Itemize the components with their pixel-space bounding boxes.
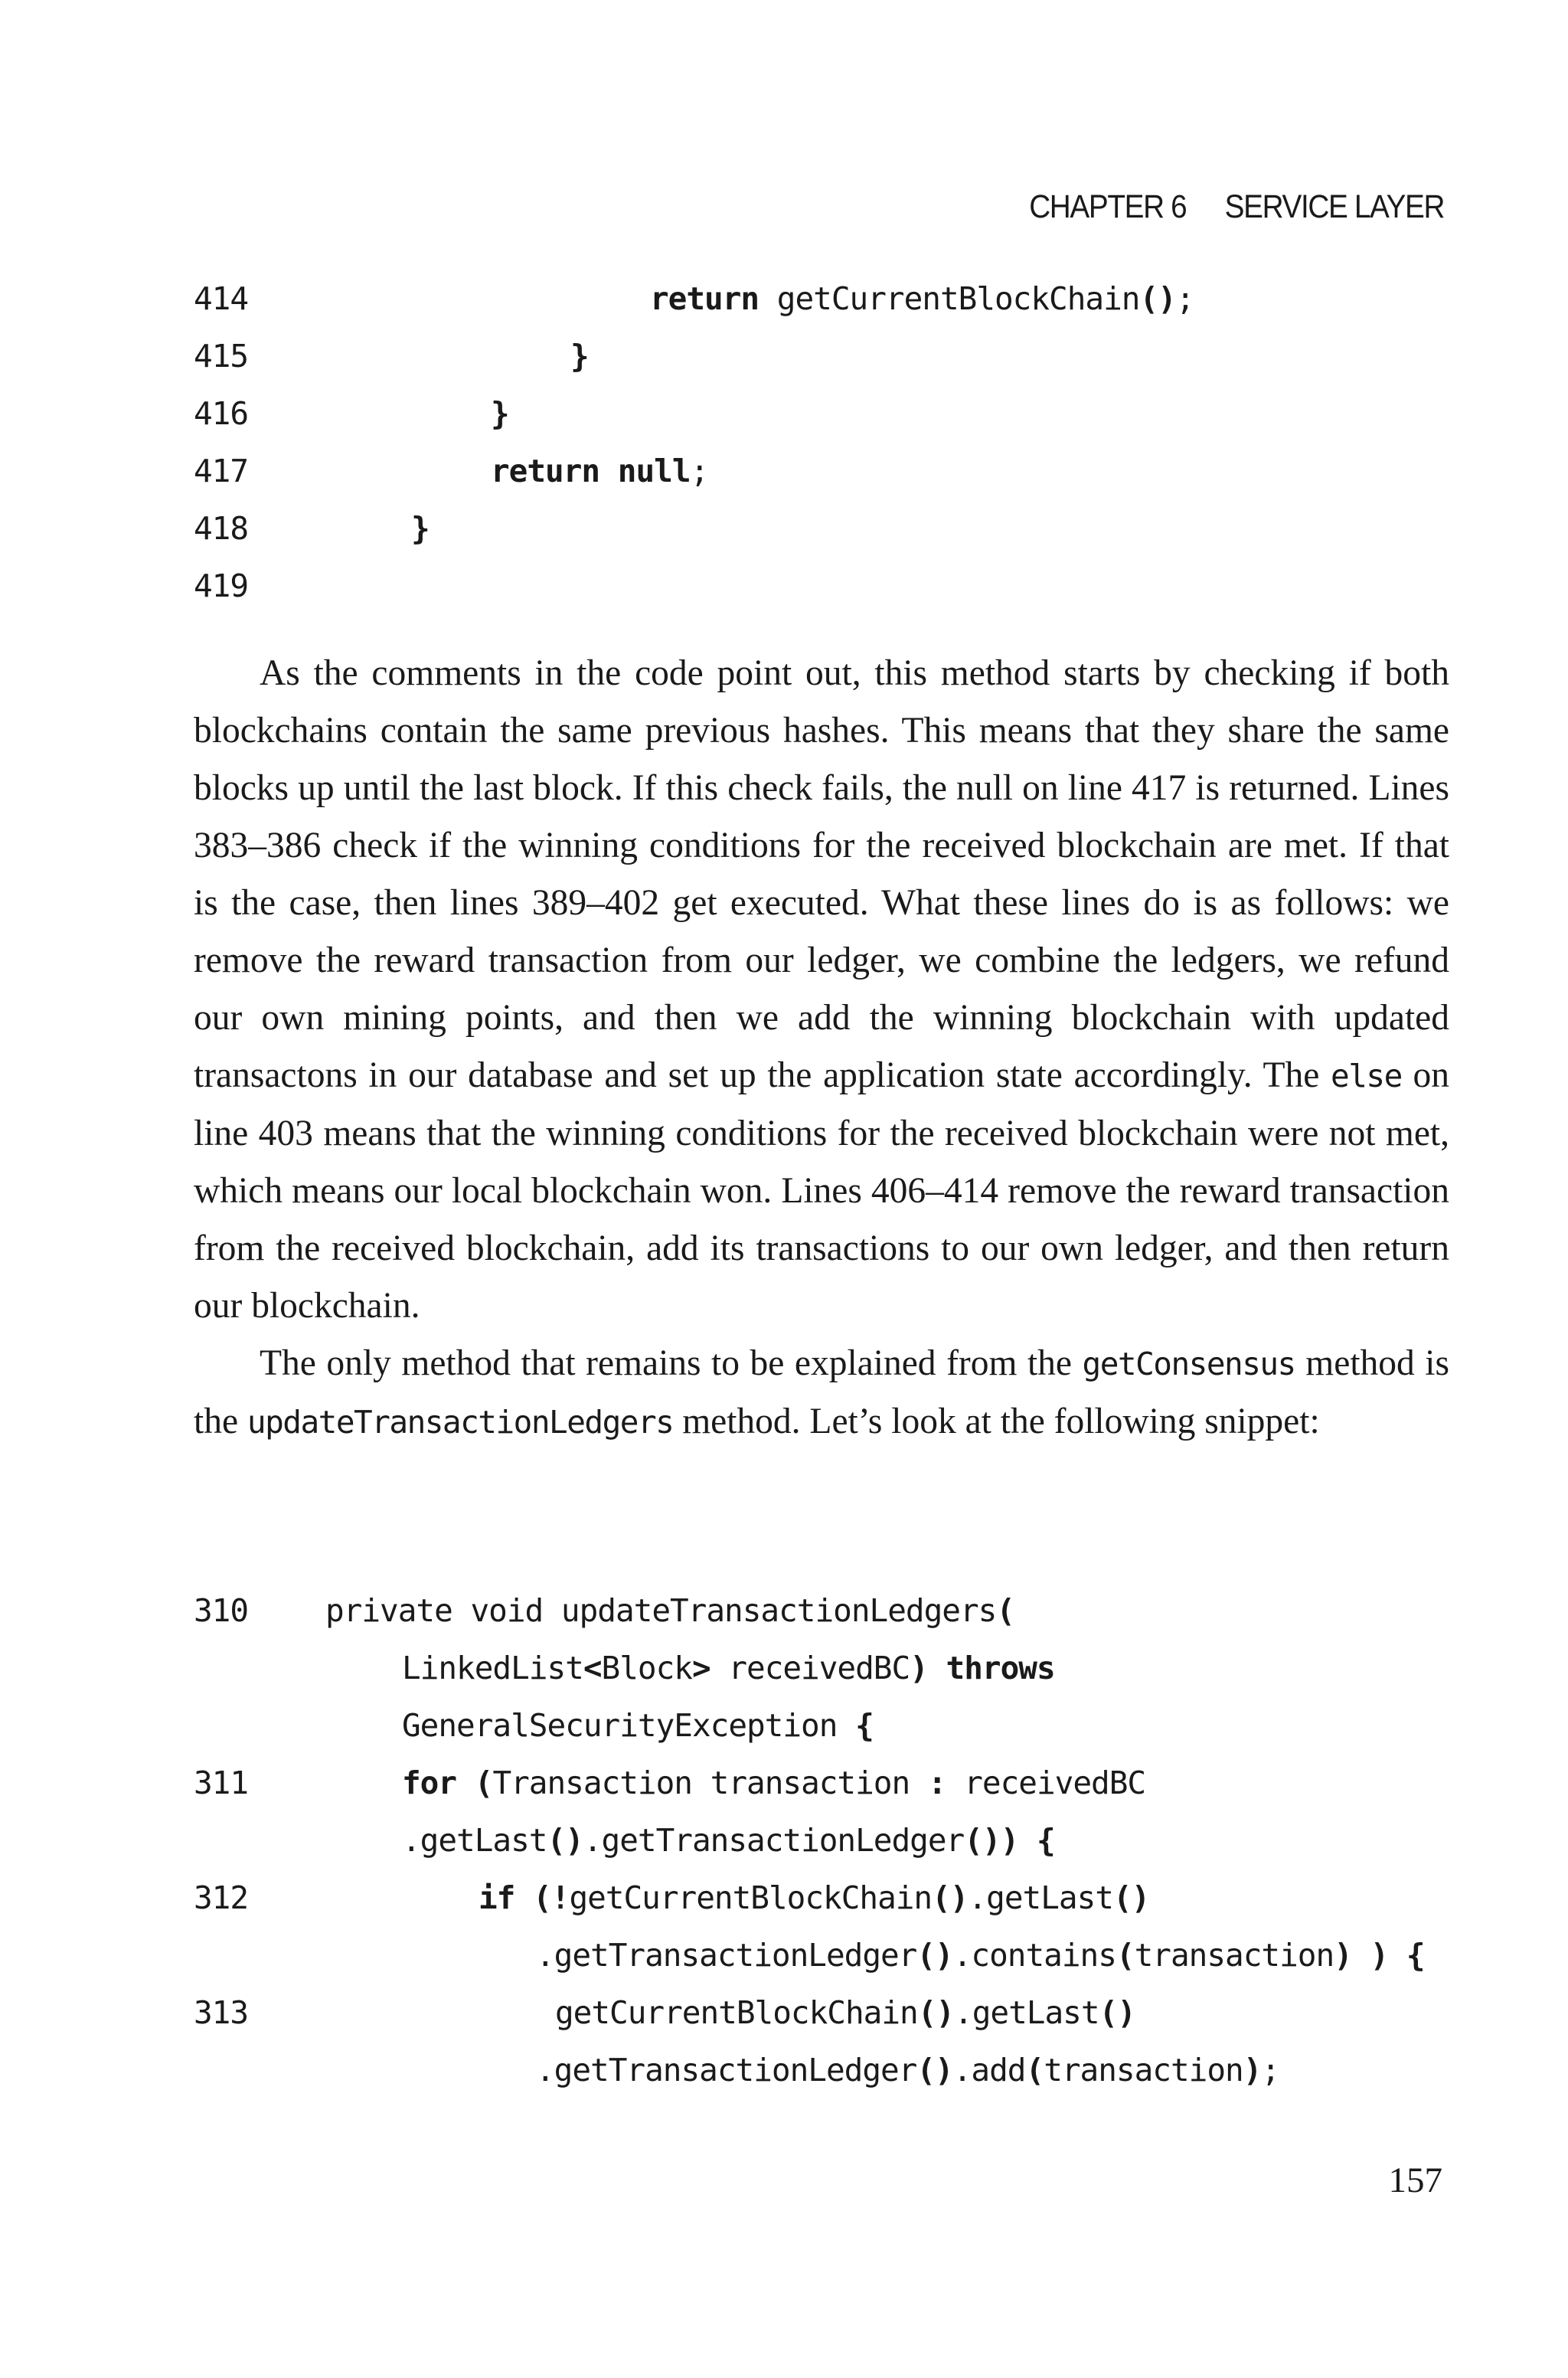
- text-run: The only method that remains to be explained from the: [260, 1343, 1083, 1383]
- code-token: .getTransactionLedger: [536, 2052, 917, 2089]
- code-keyword: throws: [946, 1650, 1055, 1686]
- code-token: ): [1243, 2052, 1262, 2089]
- code-token: [1352, 1937, 1370, 1974]
- code-token: [599, 453, 618, 489]
- code-text: [479, 1869, 1149, 1927]
- chapter-label: CHAPTER 6: [1029, 188, 1187, 225]
- code-token: LinkedList: [402, 1650, 583, 1686]
- line-number: 415: [194, 338, 249, 375]
- code-text: [402, 1697, 874, 1755]
- text-run: As the comments in the code point out, this method starts by checking if both blockchains contain the same previous hashes. This means that they share the same blocks up until the last block. If this check fails, the null on line 417 is returned. Lines 383–386 check if the winning conditions for the received blockchain are met. If that is the case, then lines 389–402 get executed. What these lines do is as follows: we remove the reward transaction from our ledger, we combine the ledgers, we refund our own mining points, and then we add the winning blockchain with updated transactons in our database and set up the application state accordingly. The: [194, 653, 1449, 1095]
- code-token: ): [1334, 1937, 1352, 1974]
- code-token: (): [1112, 1879, 1150, 1916]
- line-number: 311: [194, 1765, 249, 1801]
- code-token: [456, 1765, 475, 1801]
- code-token: (): [932, 1879, 969, 1916]
- inline-code: updateTransactionLedgers: [247, 1404, 674, 1441]
- text-run: on line 403 means that the winning conditions for the received blockchain were not met, which means our local blockchain won. Lines 406–414 remove the reward transaction from the received blockchain, add its transactions to our own ledger, and then return our blockchain.: [194, 1055, 1449, 1326]
- code-token: (): [547, 1822, 583, 1859]
- code-token: ): [910, 1650, 928, 1686]
- code-token: private void updateTransactionLedgers: [325, 1592, 997, 1629]
- code-text: [325, 1582, 1014, 1640]
- code-token: }: [491, 395, 509, 432]
- code-token: (: [1116, 1937, 1135, 1974]
- code-token: [1388, 1937, 1406, 1974]
- code-token: {: [855, 1707, 874, 1744]
- code-token: .getLast: [968, 1879, 1113, 1916]
- code-text: [555, 1984, 1135, 2042]
- code-text: [491, 443, 708, 500]
- code-token: getCurrentBlockChain: [569, 1879, 933, 1916]
- code-token: ;: [1261, 2052, 1280, 2089]
- code-keyword: return: [491, 453, 600, 489]
- code-token: transaction: [1044, 2052, 1243, 2089]
- line-number: 310: [194, 1592, 249, 1629]
- line-number: 414: [194, 280, 249, 317]
- code-token: .add: [952, 2052, 1026, 2089]
- code-token: receivedBC: [710, 1650, 910, 1686]
- code-token: receivedBC: [946, 1765, 1146, 1801]
- line-number: 417: [194, 453, 249, 489]
- code-text: [491, 385, 509, 443]
- line-number: 312: [194, 1879, 249, 1916]
- text-run: method. Let’s look at the following snippet:: [673, 1402, 1320, 1441]
- code-token: ;: [690, 453, 709, 489]
- code-token: transaction: [1134, 1937, 1334, 1974]
- code-text: [536, 2042, 1279, 2099]
- code-text: [402, 1640, 1055, 1697]
- code-token: Transaction transaction: [492, 1765, 928, 1801]
- code-token: :: [927, 1765, 946, 1801]
- section-label: SERVICE LAYER: [1224, 188, 1444, 225]
- code-token: <: [583, 1650, 602, 1686]
- code-text: [650, 270, 1194, 328]
- paragraph-2: [194, 1335, 1449, 1451]
- code-token: {: [1406, 1937, 1425, 1974]
- inline-code: getConsensus: [1082, 1346, 1295, 1382]
- code-token: (!: [533, 1879, 570, 1916]
- code-token: (: [1025, 2052, 1044, 2089]
- code-token: GeneralSecurityException: [402, 1707, 856, 1744]
- code-token: .getLast: [402, 1822, 547, 1859]
- inline-code: else: [1331, 1058, 1402, 1094]
- code-token: (): [1139, 280, 1176, 317]
- code-token: ;: [1175, 280, 1194, 317]
- text-run: method is the: [194, 1343, 1449, 1441]
- line-number: 418: [194, 510, 249, 547]
- page-number: 157: [1388, 2160, 1442, 2200]
- code-token: getCurrentBlockChain: [555, 1994, 918, 2031]
- code-token: getCurrentBlockChain: [759, 280, 1140, 317]
- code-token: .getTransactionLedger: [583, 1822, 965, 1859]
- code-token: Block: [601, 1650, 692, 1686]
- line-number: 419: [194, 568, 249, 604]
- code-token: [514, 1879, 533, 1916]
- code-token: (): [916, 2052, 953, 2089]
- running-header: [1029, 188, 1444, 226]
- code-token: .getTransactionLedger: [536, 1937, 917, 1974]
- code-token: >: [691, 1650, 710, 1686]
- line-number: 313: [194, 1994, 249, 2031]
- line-number: 416: [194, 395, 249, 432]
- body-text: [194, 645, 1449, 1451]
- code-token: {: [1036, 1822, 1055, 1859]
- code-token: [1018, 1822, 1037, 1859]
- code-token: (): [1099, 1994, 1135, 2031]
- code-token: ): [1370, 1937, 1389, 1974]
- code-text: [536, 1927, 1425, 1984]
- code-keyword: return: [650, 280, 760, 317]
- code-keyword: null: [617, 453, 691, 489]
- code-text: [402, 1755, 1145, 1812]
- code-token: (: [474, 1765, 493, 1801]
- code-token: (): [916, 1937, 953, 1974]
- code-token: }: [411, 510, 430, 547]
- code-token: (: [996, 1592, 1014, 1629]
- code-token: }: [570, 338, 589, 375]
- code-token: .contains: [952, 1937, 1116, 1974]
- code-token: .getLast: [954, 1994, 1099, 2031]
- code-token: [928, 1650, 946, 1686]
- code-keyword: if: [479, 1879, 515, 1916]
- code-token: ()): [964, 1822, 1019, 1859]
- code-text: [402, 1812, 1055, 1869]
- code-text: [570, 328, 589, 385]
- code-token: (): [917, 1994, 955, 2031]
- code-keyword: for: [402, 1765, 457, 1801]
- paragraph-1: [194, 645, 1449, 1335]
- code-text: [411, 500, 430, 558]
